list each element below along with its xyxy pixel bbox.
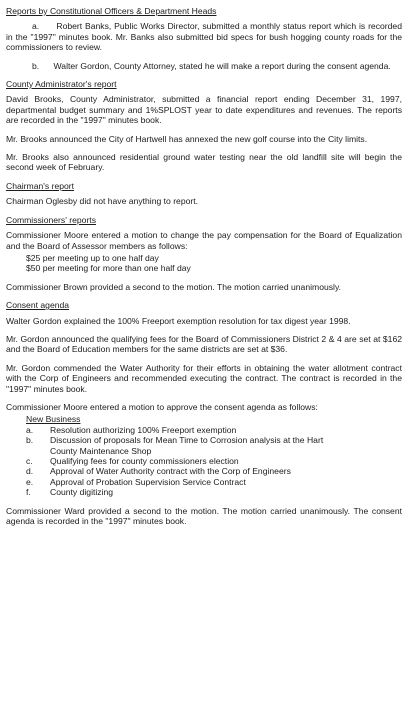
item-text: Approval of Probation Supervision Service Contract (50, 476, 246, 487)
commissioners-heading: Commissioners' reports (6, 214, 96, 225)
item-letter: c. (26, 456, 33, 466)
reports-item-a (6, 21, 402, 52)
item-letter: d. (26, 466, 34, 477)
item-letter: a. (26, 424, 34, 435)
item-text-wrap (50, 466, 402, 476)
item-letter: b. (32, 60, 40, 71)
reports-item-b (6, 61, 402, 71)
item-text: Approval of Water Authority contract with the Corp of Engineers (50, 466, 291, 477)
pay-rate-item: $25 per meeting up to one half day (26, 252, 159, 263)
commissioners-paragraph: Commissioner Brown provided a second to the motion. The motion carried unanimously. (6, 281, 342, 292)
chairman-paragraph: Chairman Oglesby did not have anything to report. (6, 196, 199, 207)
commissioners-paragraph: Commissioner Moore entered a motion to change the pay compensation for the Board of Equalization and the Board of Assessor members as follows: (6, 230, 402, 251)
new-business-items (6, 425, 402, 498)
new-business-heading: New Business (26, 414, 81, 425)
consent-heading: Consent agenda (6, 300, 70, 311)
item-text-wrap (50, 477, 402, 487)
consent-paragraph: Mr. Gordon commended the Water Authority for their efforts in obtaining the water allotment contract with the Corp of Engineers and recommended executing the contract. The contract is recorded in the "1997" minutes book. (6, 362, 402, 394)
list-item (26, 466, 402, 476)
new-business-list (6, 414, 402, 497)
county-admin-paragraph: Mr. Brooks also announced residential ground water testing near the old landfill site will begin the second week of February. (6, 152, 402, 173)
county-admin-heading: County Administrator's report (6, 79, 117, 90)
item-text: Resolution authorizing 100% Freeport exemption (50, 424, 237, 435)
consent-paragraph: Mr. Gordon announced the qualifying fees for the Board of Commissioners District 2 & 4 are set at $162 and the Board of Education members for the same districts are set at $36. (6, 333, 402, 355)
item-text-wrap (50, 435, 402, 456)
item-letter: f. (26, 487, 31, 498)
chairman-heading: Chairman's report (6, 180, 75, 191)
list-item (26, 425, 402, 435)
consent-paragraph: Commissioner Ward provided a second to the motion. The motion carried unanimously. The consent agenda is recorded in the "1997" minutes book. (6, 505, 402, 527)
list-item (26, 477, 402, 487)
item-text: Walter Gordon, County Attorney, stated he will make a report during the consent agenda. (53, 60, 391, 71)
list-item (26, 456, 402, 466)
item-letter: a. (32, 21, 40, 32)
pay-rate-item: $50 per meeting for more than one half day (26, 263, 191, 274)
list-item (26, 435, 402, 456)
item-text: County digitizing (50, 487, 114, 498)
item-letter: e. (26, 476, 34, 487)
pay-rate-list (6, 253, 402, 274)
reports-heading: Reports by Constitutional Officers & Department Heads (6, 6, 217, 16)
item-text: Discussion of proposals for Mean Time to Corrosion analysis at the Hart (50, 435, 324, 446)
county-admin-paragraph: Mr. Brooks announced the City of Hartwell has annexed the new golf course into the City limits. (6, 133, 368, 144)
consent-paragraph: Commissioner Moore entered a motion to approve the consent agenda as follows: (6, 401, 318, 412)
item-text-wrap (50, 487, 402, 497)
county-admin-paragraph: David Brooks, County Administrator, submitted a financial report ending December 31, 1997, departmental budget summary and 1%SPLOST year to date expenditures and revenues. The reports are recorded in the "1997" minutes book. (6, 94, 402, 126)
item-text-wrap (50, 456, 402, 466)
item-text: Robert Banks, Public Works Director, submitted a monthly status report which is recorded in the "1997" minutes book. Mr. Banks also submitted bid specs for bush hogging county roads for the commissioners to review. (6, 21, 402, 53)
item-text-wrap (50, 425, 402, 435)
item-letter: b. (26, 435, 34, 446)
item-text-continued: County Maintenance Shop (50, 445, 152, 456)
item-text: Qualifying fees for county commissioners election (50, 456, 239, 466)
list-item (26, 487, 402, 497)
consent-paragraph: Walter Gordon explained the 100% Freeport exemption resolution for tax digest year 1998. (6, 315, 351, 326)
